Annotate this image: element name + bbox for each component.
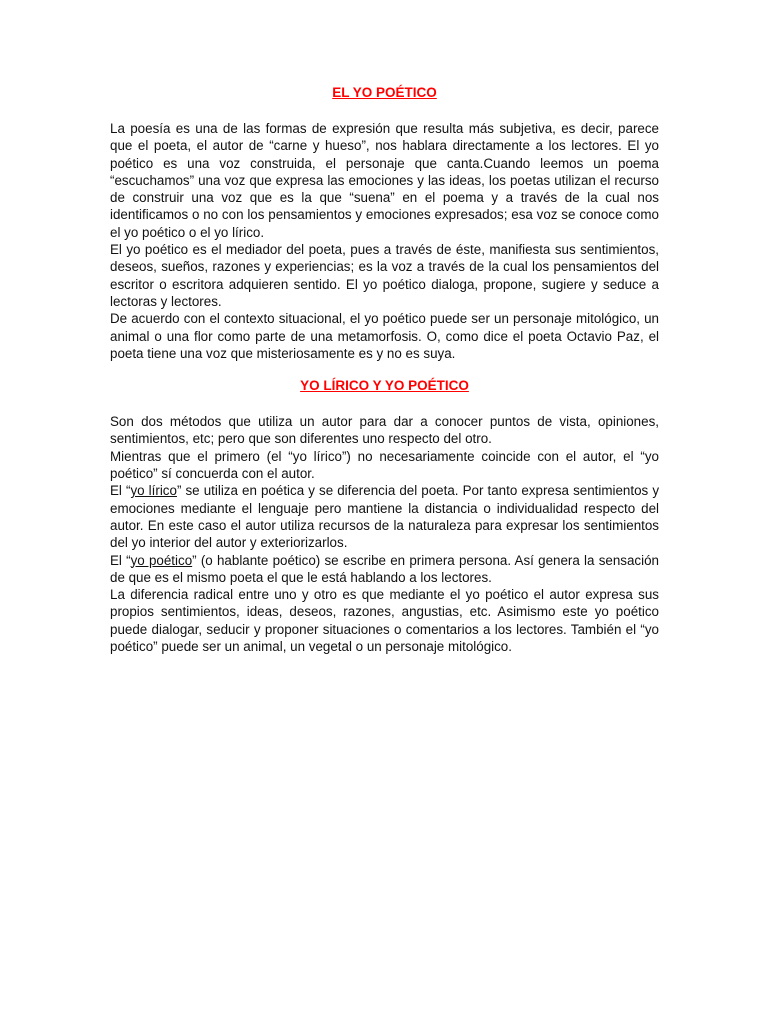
paragraph-contexto: De acuerdo con el contexto situacional, el yo poético puede ser un personaje mitológico, un animal o una flor como parte de una metamorfosis. O, como dice el poeta Octavio Paz, el poeta tiene una voz que misteriosamente es y no es suya.: [110, 311, 659, 361]
paragraph-body: ” se utiliza en poética y se diferencia del poeta. Por tanto expresa sentimientos y emociones mediante el lenguaje pero mantiene la distancia o individualidad respecto del autor. En este caso el autor utiliza recursos de la naturaleza para expresar los sentimientos del yo interior del autor y exteriorizarlos.: [110, 483, 660, 551]
document-page: [110, 84, 659, 655]
paragraph-intro: La poesía es una de las formas de expresión que resulta más subjetiva, es decir, parece que el poeta, el autor de “carne y hueso”, nos hablara directamente a los lectores. El yo poético es una voz construida, el personaje que canta.Cuando leemos un poema “escuchamos” una voz que expresa las emociones y las ideas, los poetas utilizan el recurso de construir una voz que es la que “suena” en el poema y a través de la cual nos identificamos o no con los pensamientos y emociones expresados; esa voz se conoce como el yo poético o el yo lírico.: [110, 121, 659, 240]
paragraph-metodos: Son dos métodos que utiliza un autor para dar a conocer puntos de vista, opiniones, sentimientos, etc; pero que son diferentes uno respecto del otro.: [110, 414, 659, 447]
paragraph-body: ” (o hablante poético) se escribe en primera persona. Así genera la sensación de que es el mismo poeta el que le está hablando a los lectores.: [110, 552, 659, 585]
paragraph-lead: El “: [110, 483, 131, 499]
section-title-yo-lirico-y-yo-poetico: YO LÍRICO Y YO POÉTICO: [300, 378, 469, 394]
term-yo-poetico: yo poético: [130, 552, 193, 568]
paragraph-lead: El “: [110, 552, 131, 568]
section-title-el-yo-poetico: EL YO POÉTICO: [332, 85, 437, 100]
paragraph-mediador: El yo poético es el mediador del poeta, pues a través de éste, manifiesta sus sentimientos, deseos, sueños, razones y experiencias; es la voz a través de la cual los pensamientos del escritor o escritora adquieren sentido. El yo poético dialoga, propone, sugiere y seduce a lectoras y lectores.: [110, 242, 659, 309]
term-yo-lirico: yo lírico: [130, 483, 177, 499]
paragraph-yo-poetico: [110, 552, 659, 587]
paragraph-diferencia: La diferencia radical entre uno y otro es que mediante el yo poético el autor expresa sus propios sentimientos, ideas, deseos, razones, angustias, etc. Asimismo este yo poético puede dialogar, seducir y proponer situaciones o comentarios a los lectores. También el “yo poético” puede ser un animal, un vegetal o un personaje mitológico.: [110, 587, 659, 655]
paragraph-mientras: Mientras que el primero (el “yo lírico”) no necesariamente coincide con el autor, el “yo poético” sí concuerda con el autor.: [110, 448, 659, 482]
paragraph-yo-lirico: [110, 482, 659, 551]
